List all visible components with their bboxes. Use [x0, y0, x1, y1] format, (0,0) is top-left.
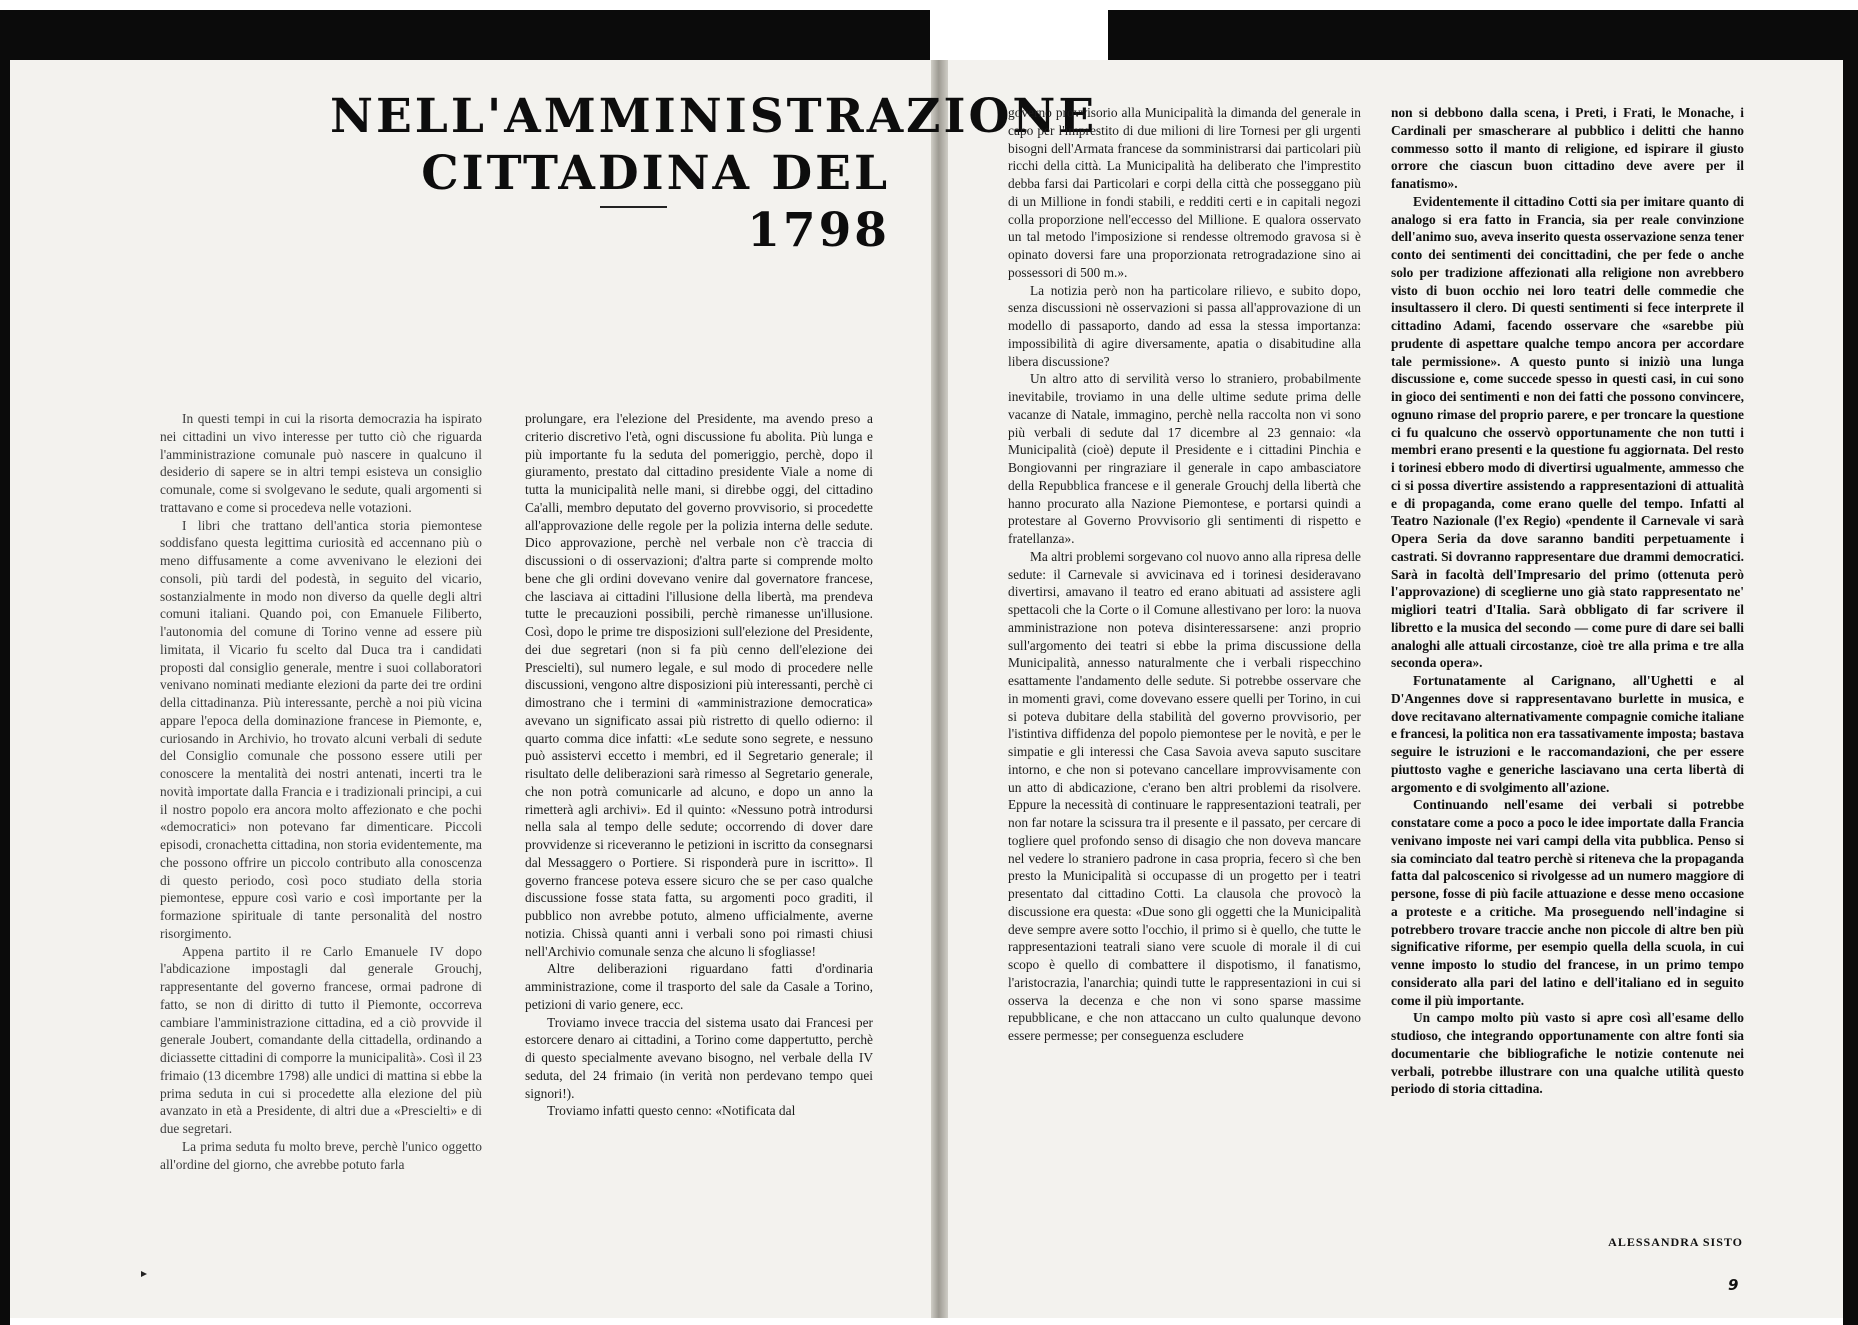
scan-border-right — [1843, 10, 1858, 1325]
paragraph: La notizia però non ha particolare rilievo, e subito dopo, senza discussioni nè osservazioni si passa all'approvazione di un modello di passaporto, dando ad essa la stessa importanza: impossibilità di agire diversamente, apatia o disabitudine alla libera discussione? — [1008, 282, 1361, 369]
book-gutter — [931, 60, 948, 1318]
author-signature: ALESSANDRA SISTO — [1608, 1235, 1743, 1249]
paragraph: Troviamo infatti questo cenno: «Notificata dal — [547, 1103, 796, 1119]
page-number: 9 — [1728, 1276, 1739, 1294]
title-divider — [600, 206, 667, 208]
article-title — [330, 88, 1098, 259]
paragraph: Altre deliberazioni riguardano fatti d'ordinaria amministrazione, come il trasporto del sale da Casale a Torino, petizioni di vario genere, ecc. — [525, 961, 873, 1012]
paragraph: I libri che trattano dell'antica storia piemontese soddisfano questa legittima curiosità ed accennano più o meno diffusamente a come avvenivano le elezioni dei consoli, più tardi del podestà, in seguito del vicario, sostanzialmente in modo non diverso da quelle degli altri comuni italiani. Quando poi, con Emanuele Filiberto, l'autonomia del comune di Torino venne ad essere più limitata, il Vicario fu scelto dal Duca tra i candidati proposti dal consiglio generale, mentre i suoi collaboratori venivano nominati mediante elezioni da parte dei tre ordini della cittadinanza. Più interessante, perchè a noi più vicina appare l'epoca della dominazione francese in Piemonte, e, curiosando in Archivio, ho trovato alcuni verbali di sedute del Consiglio comunale che possono essere utili per conoscere la mentalità dei nostri antenati, incerti tra le novità importate dalla Francia e i tradizionali principi, a cui il nostro popolo era ancora molto affezionato e che pochi «democratici» non potevano far dimenticare. Piccoli episodi, cronachetta cittadina, non storia evidentemente, ma che possono offrire un piccolo contributo alla conoscenza di questo periodo, così poco studiato della storia piemontese, eppure così vario e così importante per la formazione spirituale di tante personalità del nostro risorgimento. — [160, 517, 482, 941]
paragraph: governo provvisorio alla Municipalità la dimanda del generale in capo per l'imprestito di due milioni di lire Tornesi per gli urgenti bisogni dell'Armata francese da somministrarsi dai particolari più ricchi della città. La Municipalità ha deliberato che l'imprestito debba farsi dai Particolari e corpi della città che posseggano più di un Millione in fondi stabili, e redditi certi e in capitali negozi colla proporzione nell'eccesso del Millione. E qualora osservato un tal metodo l'imposizione si rendesse oltremodo gravosa si è opinato doversi fare una proporzionata retrogradazione sino ai possessori di 500 m.». — [1008, 105, 1361, 280]
paragraph: Un campo molto più vasto si apre così all'esame dello studioso, che integrando opportunamente con altre fonti sia documentarie che bibliografiche le notizie contenute nei verbali, potrebbe illustrare con una qualche utilità questo periodo di storia cittadina. — [1391, 1010, 1744, 1097]
paragraph: Appena partito il re Carlo Emanuele IV dopo l'abdicazione impostagli dal generale Grouchj, rappresentante del governo francese, ormai padrone di fatto, se non di diritto di tutto il Piemonte, occorreva cambiare l'amministrazione cittadina, ed a ciò provvide il generale Joubert, comandante della cittadella, ordinando a diciassette cittadini di comporre la municipalità». Così il 23 frimaio (13 dicembre 1798) alle undici di mattina si ebbe la prima seduta in cui si procedette alla elezione del più avanzato in età a Presidente, di altri due a «Prescielti» e di due segretari. — [160, 943, 482, 1136]
scan-border-top-right — [1108, 10, 1846, 66]
paragraph: La prima seduta fu molto breve, perchè l'unico oggetto all'ordine del giorno, che avrebbe potuto farla — [160, 1138, 482, 1172]
paragraph: In questi tempi in cui la risorta democrazia ha ispirato nei cittadini un vivo interesse per tutto ciò che riguarda l'amministrazione comunale può nascere in qualcuno il desiderio di sapere se in altri tempi esisteva un consiglio comunale, come si svolgevano le sedute, quali argomenti si trattavano e come si procedeva nelle votazioni. — [160, 411, 482, 515]
paragraph: prolungare, era l'elezione del Presidente, ma avendo preso a criterio discretivo l'età, ogni discussione fu abolita. Più lunga e più importante fu la seduta del pomeriggio, perchè, dopo il giuramento, prestato dal cittadino presidente Viale a nome di tutta la municipalità nelle mani, si direbbe oggi, del cittadino Ca'alli, membro deputato del governo provvisorio, si procedette all'approvazione delle regole per la polizia interna delle sedute. Dico approvazione, perchè nel verbale non c'è traccia di discussioni o di osservazioni; d'altra parte si comprende molto bene che gli ordini dovevano venire dal governatore francese, che lasciava ai cittadini l'illusione della libertà, ma prendeva tutte le precauzioni possibili, perchè rimanesse un'illusione. Così, dopo le prime tre disposizioni sull'elezione del Presidente, dei due segretari (non si fa più cenno dell'elezione dei Prescielti), sul numero legale, e sul modo di procedere nelle discussioni, vengono altre disposizioni più interessanti, perchè ci dimostrano che i termini di «amministrazione democratica» avevano un significato assai più ristretto di quello odierno: il quarto comma dice infatti: «Le sedute sono segrete, e nessuno può assistervi eccetto i membri, ed il Segretario generale; il risultato delle deliberazioni sarà rimesso al Segretario generale, che non potrà comunicarle ad alcuno, e dopo un anno la rimetterà agli archivi». Ed il quinto: «Nessuno potrà introdursi nella sala al tempo delle sedute; occorrendo di dover dare provvidenze si riceveranno le petizioni in iscritto da consegnarsi dal Messaggero o Portiere. Si risponderà pure in iscritto». Il governo francese poteva essere sicuro che se per caso qualche discussione fosse stata fatta, su argomenti poco graditi, il pubblico non avrebbe potuto, almeno ufficialmente, averne notizia. Chissà quanti anni i verbali sono poi rimasti chiusi nell'Archivio comunale senza che alcuno li sfogliasse! — [525, 411, 873, 959]
ornament-mark-icon — [140, 1270, 148, 1278]
text-column-4 — [1391, 104, 1744, 1240]
paragraph: Evidentemente il cittadino Cotti sia per imitare quanto di analogo si era fatto in Francia, sia per reale convinzione dell'animo suo, aveva inserito questa osservazione senza tener conto dei sentimenti dei concittadini, che per fede o anche solo per tradizione affezionati alla religione non avrebbero visto di buon occhio nei loro teatri delle commedie che insultassero il clero. Di questi sentimenti si fece interprete il cittadino Adami, facendo osservare che «sarebbe più prudente di aspettare qualche tempo ancora per accordare tale permissione». A questo punto si iniziò una lunga discussione e, come succede spesso in questi casi, in cui sono in gioco dei sentimenti e non dei fatti che possono convincere, ognuno rimase del proprio parere, e per troncare la questione ci fu qualcuno che osservò opportunamente che non tutti i membri erano presenti e la questione fu aggiornata. Del resto i torinesi ebbero modo di divertirsi ugualmente, ammesso che ci si possa divertire assistendo a rappresentazioni di attualità e di propaganda, come erano quelle del tempo. Infatti al Teatro Nazionale (l'ex Regio) «pendente il Carnevale vi sarà Opera Seria da dove saranno banditi perpetuamente i castrati. Si dovranno rappresentare due drammi democratici. Sarà in facoltà dell'Impresario del primo (ottenuta però l'approvazione) di sceglierne uno già stato rappresentato ne' migliori teatri d'Italia. Sarà obbligato di far scrivere il libretto e la musica del secondo — come pure di dare sei balli analoghi alle attuali circostanze, cioè tre alla prima e tre alla seconda opera». — [1391, 193, 1744, 671]
scan-border-left — [0, 10, 10, 1325]
paragraph: Troviamo invece traccia del sistema usato dai Francesi per estorcere denaro ai cittadini, a Torino come dappertutto, perchè di questo specialmente avevano bisogno, nel verbale della IV seduta, del 24 frimaio (in verità non perdevano tempo quei signori!). — [525, 1014, 873, 1101]
text-column-2 — [525, 410, 873, 1240]
paragraph: non si debbono dalla scena, i Preti, i Frati, le Monache, i Cardinali per smascherare al pubblico i delitti che hanno commesso sotto il manto di religione, ed ispirare il giusto orrore che ciascun buon cittadino deve avere per il fanatismo». — [1391, 105, 1744, 191]
paragraph: Continuando nell'esame dei verbali si potrebbe constatare come a poco a poco le idee importate dalla Francia venivano imposte nei vari campi della vita pubblica. Penso si sia cominciato dal teatro perchè si riteneva che la propaganda fatta dal palcoscenico si rivolgesse ad un numero maggiore di persone, fosse di più facile attuazione e desse meno occasione a proteste e a critiche. Ma proseguendo nell'indagine si potrebbero trovare traccie anche non piccole di altre ben più significative riforme, per esempio quella della scuola, in cui venne imposto lo studio del francese, in un primo tempo considerato alla pari del latino e dell'italiano ed in seguito come il più importante. — [1391, 797, 1744, 1008]
title-line-1: NELL'AMMINISTRAZIONE — [330, 89, 1098, 144]
title-line-2: CITTADINA DEL 1798 — [421, 146, 890, 258]
paragraph: Fortunatamente al Carignano, all'Ughetti e al D'Angennes dove si rappresentavano burlette in musica, e dove recitavano alternativamente compagnie comiche italiane e francesi, la politica non era tassativamente imposta; bastava seguire le istruzioni e le raccomandazioni, che per essere piuttosto vaghe e generiche lasciavano una certa libertà di argomento e di svolgimento all'azione. — [1391, 673, 1744, 795]
scan-border-top-left — [0, 10, 930, 66]
paragraph: Ma altri problemi sorgevano col nuovo anno alla ripresa delle sedute: il Carnevale si avvicinava ed i torinesi desideravano divertirsi, amavano il teatro ed erano abituati ad assistere agli spettacoli che la Corte o il Comune allestivano per loro: la nuova amministrazione non poteva disinteressarsene: anzi proprio sull'argomento dei teatri si ebbe la prima discussione della Municipalità, annesso naturalmente che i verbali rispecchino esattamente l'andamento delle sedute. Si potrebbe osservare che in momenti gravi, come dovevano essere quelli per Torino, in cui si poteva dubitare della stabilità del governo provvisorio, per l'istintiva diffidenza del popolo piemontese per le novità, e per le simpatie e gli interessi che Casa Savoia aveva saputo suscitare intorno, e che non si potevano cancellare improvvisamente con un atto di abdicazione, c'erano ben altri problemi da risolvere. Eppure la necessità di continuare le rappresentazioni teatrali, per non far notare la scissura tra il presente e il passato, per cercare di togliere quel profondo senso di disagio che non doveva mancare nel vedere lo straniero padrone in casa propria, fecero sì che ben presto la Municipalità si occupasse di un progetto per i teatri presentato dal cittadino Cotti. La clausola che provocò la discussione era questa: «Due sono gli oggetti che la Municipalità deve sempre avere sotto l'occhio, il primo si è quello, che tutte le rappresentazioni teatrali siano vere scuole di morale il di cui scopo è quello di combattere il dispotismo, il fanatismo, l'aristocrazia, l'anarchia; quindi tutte le rappresentazioni in cui si osserva la decenza e che non vi sono sparse massime repubblicane, e che non attaccano un culto qualunque devono essere permesse; per conseguenza escludere — [1008, 548, 1361, 1043]
text-column-3 — [1008, 104, 1361, 1242]
text-column-1 — [160, 410, 482, 1240]
paragraph: Un altro atto di servilità verso lo straniero, probabilmente inevitabile, troviamo in una delle ultime sedute prima delle vacanze di Natale, immagino, perchè nella raccolta non vi sono più verbali di sedute dal 17 dicembre al 23 gennaio: «la Municipalità (cioè) depute il Presidente e i cittadini Pinchia e Bongiovanni per ringraziare il generale in capo ambasciatore della Repubblica francese e il generale Grouchj della libertà che hanno procurato alla Nazione Piemontese, e portarsi quindi a protestare al Governo Provvisorio gli sentimenti di rispetto e fratellanza». — [1008, 371, 1361, 546]
